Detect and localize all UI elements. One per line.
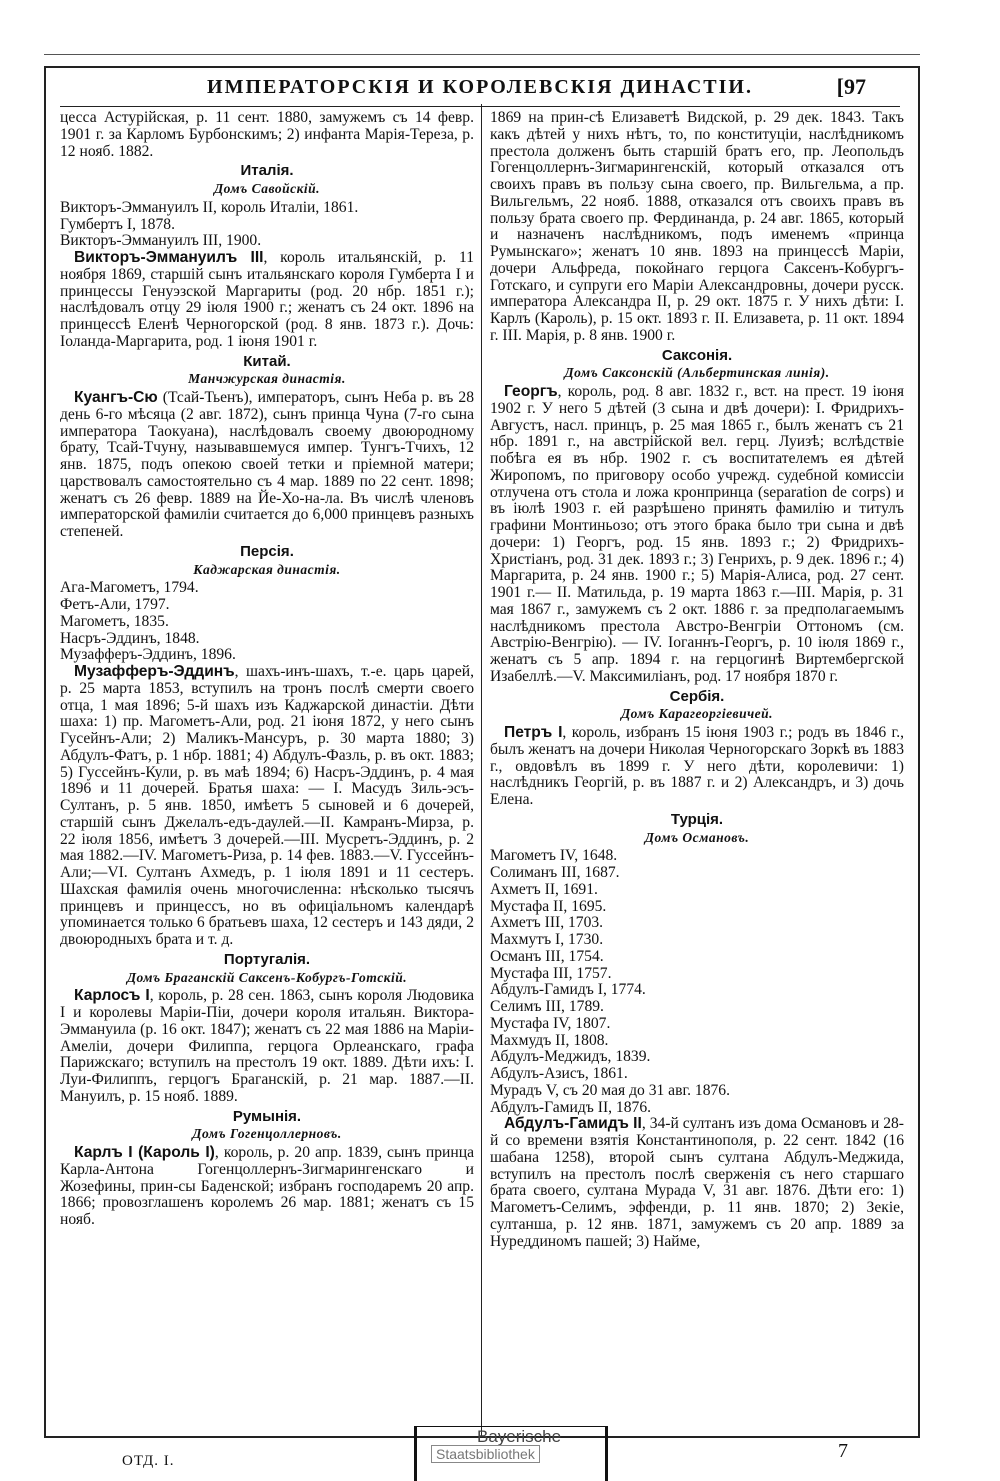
sheet-number: 7 bbox=[838, 1440, 848, 1462]
portugal-house: Домъ Браганскій Саксенъ-Кобургъ-Готскій. bbox=[126, 969, 408, 985]
persia-heading: Персія. bbox=[240, 542, 294, 560]
bio-name: Абдулъ-Гамидъ II bbox=[504, 1115, 642, 1133]
left-column bbox=[60, 110, 474, 1440]
library-stamp bbox=[414, 1426, 608, 1481]
section-signature: ОТД. I. bbox=[122, 1453, 175, 1469]
turkey-biography bbox=[490, 1116, 904, 1250]
bio-name: Музафферъ-Эддинъ bbox=[74, 663, 235, 680]
page-number: [97 bbox=[836, 74, 866, 99]
serbia-house: Домъ Карагеоргіевичей. bbox=[620, 706, 774, 722]
bio-text: , король итальянскій, р. 11 ноября 1869, старшій сынъ итальянскаго короля Гумберта I и принцессы Генуэзской Маргариты (род. 20 нбр. 1851 г.); наслѣдовалъ отцу 29 іюля 1900 г.; женатъ съ 24 окт. 1896 на принцессѣ Еленѣ Черногорской (род. 8 янв. 1873 г.). Дочь: Іоланда-Маргарита, род. 1 іюня 1901 г. bbox=[60, 249, 474, 350]
italy-heading: Италія. bbox=[240, 162, 294, 180]
bio-name: Викторъ-Эммануилъ III bbox=[74, 249, 264, 266]
bio-name: Куангъ-Сю bbox=[74, 389, 158, 406]
serbia-biography bbox=[490, 725, 904, 809]
ruler-entry: Абдулъ-Гамидъ II, 1876. bbox=[490, 1098, 652, 1116]
persia-biography bbox=[60, 664, 474, 949]
ruler-entry: Махмудъ II, 1808. bbox=[490, 1031, 609, 1049]
italy-house: Домъ Савойскій. bbox=[213, 181, 321, 196]
china-heading: Китай. bbox=[243, 352, 291, 370]
ruler-entry: Насръ-Эддинъ, 1848. bbox=[60, 629, 200, 647]
page-header bbox=[60, 72, 900, 107]
ruler-entry: Мустафа II, 1695. bbox=[490, 897, 607, 915]
ruler-entry: Абдулъ-Гамидъ I, 1774. bbox=[490, 981, 646, 999]
saxony-heading: Саксонія. bbox=[661, 346, 733, 364]
ruler-entry: Мурадъ V, съ 20 мая до 31 авг. 1876. bbox=[490, 1081, 730, 1099]
top-rule bbox=[44, 54, 920, 55]
ruler-entry: Мустафа IV, 1807. bbox=[490, 1014, 611, 1032]
bio-name: Георгъ bbox=[504, 383, 558, 400]
bio-text: (Тсай-Тьенъ), императоръ, сынъ Неба р. въ 28 день 6-го мѣсяца (2 авг. 1872), сынъ принца Чуна (7-го сына императора Таокуана), наслѣдовалъ своему двоюродному брату, Тсай-Тчуну, называвшемуся импер. Тунгъ-Тчихъ, 12 янв. 1875, подъ опекою своей тетки и пріемной матери; царствовалъ самостоятельно съ 4 мар. 1889 по 22 сент. 1898; женатъ съ 26 февр. 1889 на Йе-Хо-на-ла. Въ числѣ членовъ императорской фамиліи считается до 6,000 принцевъ разныхъ степеней. bbox=[60, 389, 474, 540]
ruler-entry: Махмутъ I, 1730. bbox=[490, 931, 604, 948]
right-column bbox=[490, 110, 904, 1440]
china-house: Манчжурская династія. bbox=[188, 371, 346, 387]
ruler-entry: Музафферъ-Эддинъ, 1896. bbox=[60, 646, 236, 664]
persia-house: Каджарская династія. bbox=[193, 561, 341, 577]
ruler-entry: Ага-Магометъ, 1794. bbox=[60, 579, 199, 597]
ruler-entry: Ахметъ III, 1703. bbox=[490, 914, 604, 932]
ruler-entry: Магометъ, 1835. bbox=[60, 612, 169, 630]
bio-text: , шахъ-инъ-шахъ, т.-е. царь царей, р. 25 марта 1853, вступилъ на тронъ послѣ смерти своего отца, 1 мая 1896; 5-й шахъ изъ Каджарской династіи. Дѣти шаха: 1) пр. Магометъ-Али, род. 21 іюня 1872, у него сынъ Гусейнъ-Али; 2) Маликъ-Мансуръ, р. 30 марта 1880; 3) Абдулъ-Фатъ, р. 1 нбр. 1881; 4) Абдулъ-Фазль, р. въ окт. 1883; 5) Гуссейнъ-Кули, р. въ маѣ 1894; 6) Насръ-Эддинъ, р. 4 мая 1896 и 11 дочерей. Братья шаха: — I. Масудъ Зиль-эсъ-Султанъ, р. 5 янв. 1850, имѣетъ 5 сыновей и 6 дочерей, старшій сынъ Джелалъ-едъ-даулей.—II. Камранъ-Мирза, р. 22 іюля 1856, имѣетъ 3 дочерей.—III. Мусретъ-Эддинъ, р. 2 мая 1882.—IV. Магометъ-Риза, р. 14 фев. 1883.—V. Гуссейнъ-Али;—VI. Султанъ Ахмедъ, р. 1 іюля 1891 и 11 сестеръ. Шахская фамилія очень многочисленна: нѣсколько тысячъ принцевъ и принцессъ, но въ офиціальномъ календарѣ упоминается только 6 братьевъ шаха, 12 сестеръ и 143 дяди, 2 двоюродныхъ брата и т. д. bbox=[60, 663, 474, 948]
turkey-heading: Турція. bbox=[670, 810, 724, 828]
saxony-biography bbox=[490, 384, 904, 686]
ruler-entry: Ахметъ II, 1691. bbox=[490, 880, 598, 898]
ruler-entry: Гумбертъ I, 1878. bbox=[60, 215, 175, 233]
ruler-entry: Викторъ-Эммануилъ II, король Италіи, 1861. bbox=[60, 198, 359, 216]
romania-biography bbox=[60, 1145, 474, 1229]
bio-text: , король, род. 8 авг. 1832 г., вст. на прест. 19 іюня 1902 г. У него 5 дѣтей (3 сына и двѣ дочери): I. Фридрихъ-Августъ, насл. принцъ, р. 25 мая 1865 г., былъ женатъ съ 21 нбр. 1891 г., на австрійской вел. герц. Луизѣ; вслѣдствіе побѣга ея въ нбр. 1902 г. съ воспитателемъ ея дѣтей Жиропомъ, по приговору особо учрежд. судебной комиссіи отлучена отъ стола и ложа кронпринца (separation de corps) и въ іюлѣ 1903 г. ей разрѣшено принять фамилію и титулъ графини Монтиньозо; отъ этого брака было три сына и двѣ дочери: 1) Георгъ, род. 15 янв. 1893 г.; 2) Фридрихъ-Христіанъ, род. 31 дек. 1893 г.; 3) Генрихъ, р. 9 дек. 1896 г.; 4) Маргарита, р. 24 янв. 1900 г.; 5) Марія-Алиса, род. 27 сент. 1901 г.— II. Матильда, р. 19 марта 1863 г.—III. Марія, р. 31 мая 1867 г., замужемъ съ 2 окт. 1886 г. за предполагаемымъ наслѣдникомъ престола Австро-Венгріи Оттономъ (см. Австрію-Венгрію). — IV. Іоганнъ-Георгъ, р. 10 іюля 1869 г., женатъ съ 5 апр. 1894 г. на герцогинѣ Виртембергской Изабеллѣ.—V. Максимиліанъ, род. 17 ноября 1870 г. bbox=[490, 383, 904, 685]
ruler-entry: Фетъ-Али, 1797. bbox=[60, 596, 170, 613]
ruler-entry: Солиманъ III, 1687. bbox=[490, 864, 620, 881]
serbia-heading: Сербія. bbox=[669, 687, 725, 705]
page-title: ИМПЕРАТОРСКІЯ И КОРОЛЕВСКІЯ ДИНАСТІИ. bbox=[207, 76, 753, 98]
bio-text: , король, избранъ 15 іюня 1903 г.; родъ въ 1846 г., былъ женатъ на дочери Николая Черногорскаго Зоркѣ въ 1883 г., овдовѣлъ въ 1899 г. У него дѣти, королевичи: 1) наслѣдникъ Георгій, р. въ 1887 г. и 2) Александръ, и 3) дочь Елена. bbox=[490, 724, 904, 808]
stamp-line-1: Bayerische bbox=[477, 1427, 562, 1446]
saxony-house: Домъ Саксонскій (Альбертинская линія). bbox=[564, 365, 830, 381]
portugal-biography bbox=[60, 988, 474, 1105]
ruler-entry: Абдулъ-Меджидъ, 1839. bbox=[490, 1048, 651, 1066]
romania-house: Домъ Гогенцоллерновъ. bbox=[192, 1126, 342, 1142]
bio-text: , король, р. 20 апр. 1839, сынъ принца Карла-Антона Гогенцоллернъ-Зигмарингенскаго и Жозефины, прин-сы Баденской; избранъ господаремъ 20 апр. 1866; провозглашенъ королемъ 26 мар. 1881; женатъ съ 15 нояб. bbox=[60, 1144, 474, 1228]
romania-continuation: 1869 на прин-сѣ Елизаветѣ Видской, р. 29 дек. 1843. Такъ какъ дѣтей у нихъ нѣтъ, то, по конституціи, наслѣдникомъ престола долженъ быть старшій братъ его, пр. Леопольдъ Гогенцоллернъ-Зигмарингенскій, который отказался отъ своихъ правъ въ пользу сына своего, пр. Вильгельма, а пр. Вильгельмъ, 22 нояб. 1888, отказался отъ своихъ правъ въ пользу брата своего пр. Фердинанда, р. 24 авг. 1865, который и назначенъ наслѣдникомъ, подъ именемъ «принца Румынскаго»; женатъ 10 янв. 1893 на принцессѣ Маріи, дочери Альфреда, покойнаго герцога Саксенъ-Кобургъ-Готскаго, и супруги его Маріи Александровны, дочери русск. императора Александра II, р. 29 окт. 1875 г. У нихъ дѣти: I. Карлъ (Кароль), р. 15 окт. 1893 г. II. Елизавета, р. 11 окт. 1894 г. III. Марія, р. 8 янв. 1900 г. bbox=[490, 110, 904, 344]
ruler-entry: Османъ III, 1754. bbox=[490, 947, 604, 965]
ruler-entry: Селимъ III, 1789. bbox=[490, 998, 604, 1015]
bio-name: Петръ I bbox=[504, 724, 563, 741]
bio-text: , король, р. 28 сен. 1863, сынъ короля Людовика I и королевы Маріи-Піи, дочери короля итальян. Виктора-Эммануила (р. 16 окт. 1847); женатъ съ 22 мая 1886 на Маріи-Амеліи, дочери Филиппа, герцога Орлеанскаго, графа Парижскаго; вступилъ на престолъ 19 окт. 1889. Дѣти ихъ: I. Луи-Филиппъ, герцогъ Браганскій, р. 21 мар. 1887.—II. Мануилъ, р. 15 нояб. 1889. bbox=[60, 987, 474, 1105]
italy-biography bbox=[60, 250, 474, 351]
ruler-entry: Магометъ IV, 1648. bbox=[490, 847, 618, 865]
ruler-entry: Мустафа III, 1757. bbox=[490, 964, 612, 982]
spain-continuation: цесса Астурійская, р. 11 сент. 1880, замужемъ съ 14 февр. 1901 г. за Карломъ Бурбонскимъ; 2) инфанта Марія-Тереза, р. 12 нояб. 1882. bbox=[60, 110, 474, 160]
portugal-heading: Португалія. bbox=[223, 950, 311, 968]
bio-text: , 34-й султанъ изъ дома Османовъ и 28-й со времени взятія Константинополя, р. 22 сент. 1842 (16 шабана 1258), второй сынъ султана Абдулъ-Меджида, вступилъ на престолъ послѣ сверженія съ него старшаго брата своего, султана Мурада V, 31 авг. 1876. Дѣти его: 1) Магометъ-Селимъ, эффенди, р. 11 янв. 1870; 2) Зекіе, султанша, р. 12 янв. 1871, замужемъ съ 20 апр. 1889 за Нуреддиномъ пашей; 3) Найме, bbox=[490, 1115, 904, 1250]
bio-name: Карлъ I (Кароль I) bbox=[74, 1144, 215, 1161]
china-biography bbox=[60, 390, 474, 541]
column-divider bbox=[481, 104, 482, 1438]
ruler-entry: Абдулъ-Азисъ, 1861. bbox=[490, 1065, 628, 1082]
stamp-line-2: Staatsbibliothek bbox=[431, 1445, 540, 1463]
bio-name: Карлосъ I bbox=[74, 987, 150, 1005]
romania-heading: Румынія. bbox=[232, 1107, 302, 1125]
turkey-house: Домъ Османовъ. bbox=[644, 829, 750, 845]
ruler-entry: Викторъ-Эммануилъ III, 1900. bbox=[60, 232, 262, 250]
